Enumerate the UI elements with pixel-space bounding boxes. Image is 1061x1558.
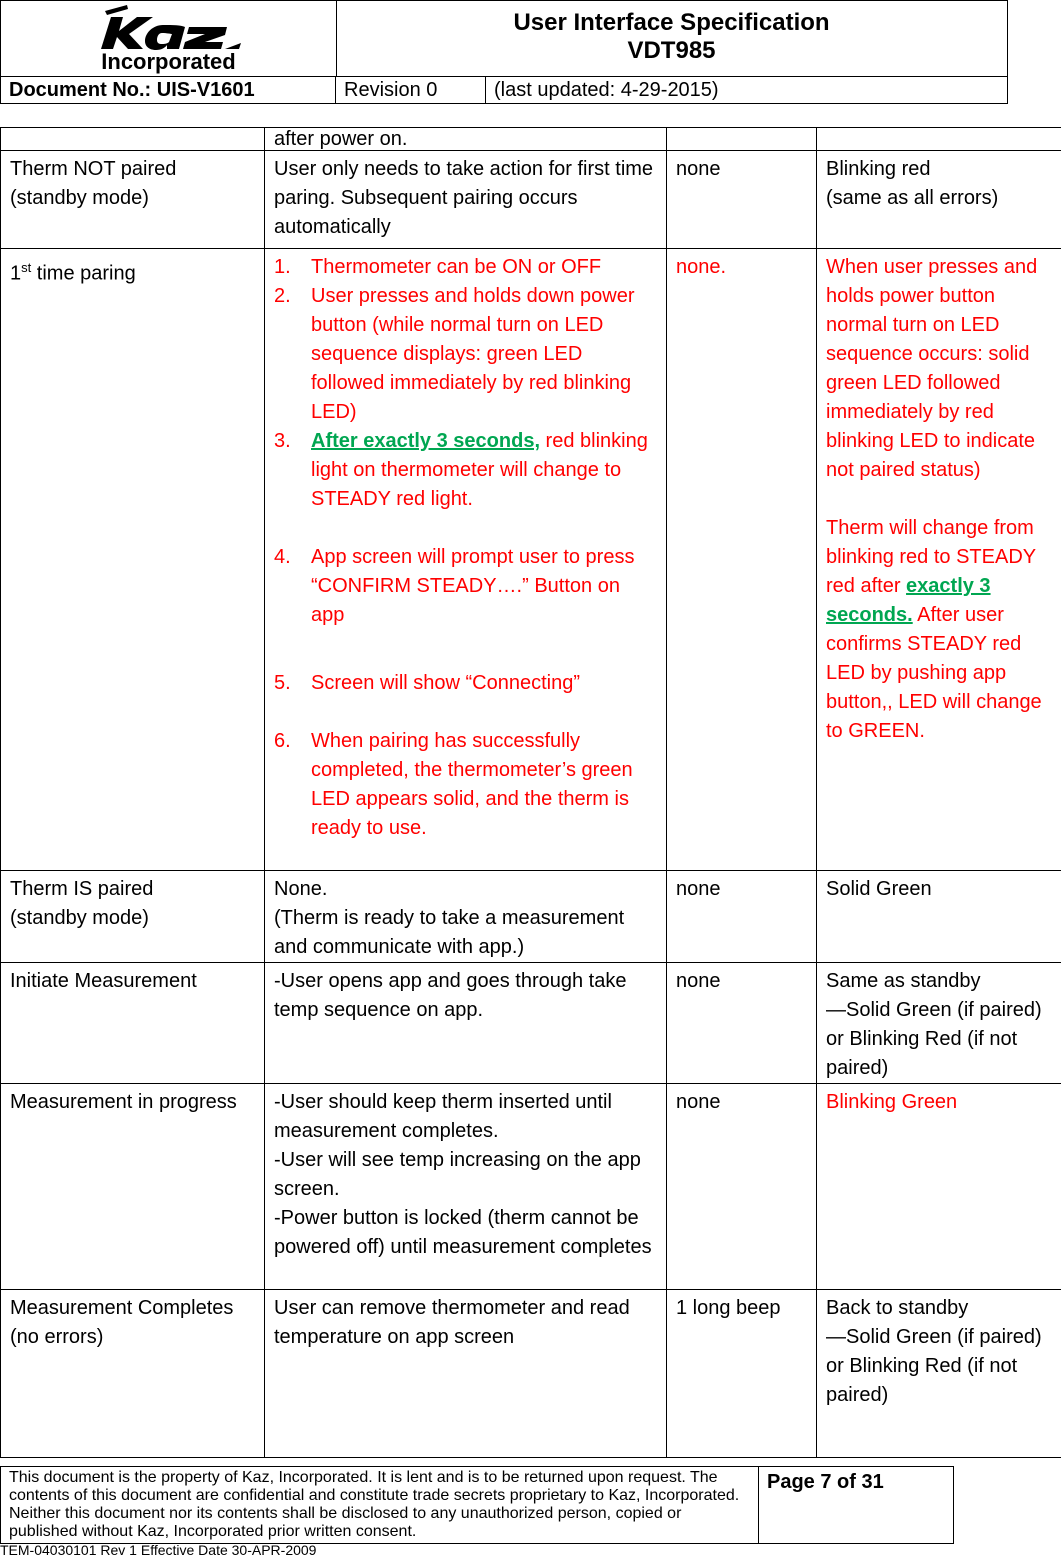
state-label-rest: time paring [31,262,136,285]
cell-state [1,151,265,249]
state-label: Therm NOT paired [10,158,177,180]
list-item [274,282,657,427]
led-note: —Solid Green (if paired) or Blinking Red (if not paired) [826,999,1042,1079]
page-number: Page 7 of 31 [758,1467,953,1543]
document-title [336,1,1007,84]
step-text: App screen will prompt user to press “CONFIRM STEADY….” Button on app [311,546,635,626]
cell-action: User only needs to take action for first time paring. Subsequent pairing occurs automatically [265,151,667,249]
led-state: Back to standby [826,1297,969,1319]
table-row [1,249,1061,871]
cell-action [265,1084,667,1290]
led-note: —Solid Green (if paired) or Blinking Red (if not paired) [826,1326,1042,1406]
step-text: Screen will show “Connecting” [311,672,581,694]
led-note: (same as all errors) [826,187,999,209]
list-item [274,427,657,514]
cell-sound: none [667,1084,817,1290]
step-text: red blinking light on thermometer will change to STEADY red light. [311,430,648,510]
document-footer [0,1466,954,1544]
cell-state: Measurement in progress [1,1084,265,1290]
cell-action: after power on. [265,128,667,151]
step-number: 5. [274,672,291,694]
action-text: None. [274,878,328,900]
revision: Revision 0 [336,77,486,104]
led-description-2 [826,514,1052,746]
spacer [274,514,657,543]
led-emphasis: exactly 3 seconds. [826,575,991,626]
pairing-steps [274,253,657,843]
step-emphasis: After exactly 3 seconds, [311,430,540,452]
state-label: Measurement Completes [10,1297,234,1319]
cell-action [265,871,667,963]
state-mode: (standby mode) [10,187,149,209]
cell-sound: none. [667,249,817,871]
step-text: When pairing has successfully completed, the thermometer’s green LED appears solid, and the therm is ready to use. [311,730,633,839]
spacer [274,630,657,669]
cell-state [1,249,265,871]
table-row [1,128,1061,151]
cell-led [817,249,1061,871]
step-number: 3. [274,430,291,452]
cell-state [1,871,265,963]
document-number: Document No.: UIS-V1601 [1,77,336,104]
ordinal-suffix: st [21,260,32,275]
cell-led [817,1290,1061,1458]
spacer [274,698,657,727]
cell-state: Initiate Measurement [1,963,265,1084]
action-text: -User should keep therm inserted until measurement completes. [274,1091,612,1142]
cell-led: Blinking Green [817,1084,1061,1290]
spec-table [0,127,1061,1458]
state-mode: (no errors) [10,1326,104,1348]
table-row [1,871,1061,963]
title-line-1: User Interface Specification [513,9,830,36]
header-meta-row [1,76,1007,105]
step-number: 4. [274,546,291,568]
cell-action [265,249,667,871]
cell-state [1,1290,265,1458]
list-item [274,669,657,698]
table-row [1,1290,1061,1458]
step-number: 1. [274,256,291,278]
state-label-prefix: 1 [10,262,22,285]
cell-led: Solid Green [817,871,1061,963]
cell-action: User can remove thermometer and read temperature on app screen [265,1290,667,1458]
cell-sound: none [667,963,817,1084]
table-row [1,151,1061,249]
document-header [0,0,1008,104]
last-updated: (last updated: 4-29-2015) [494,79,719,101]
table-row [1,963,1061,1084]
step-text: Thermometer can be ON or OFF [311,256,602,278]
table-row [1,1084,1061,1290]
led-state: Same as standby [826,970,981,992]
cell-led [817,151,1061,249]
list-item [274,543,657,630]
state-mode: (standby mode) [10,907,149,929]
led-text: After user confirms STEADY red LED by pushing app button,, LED will change to GREEN. [826,604,1042,742]
list-item [274,727,657,843]
step-text: User presses and holds down power button (while normal turn on LED sequence displays: green LED followed immediately by red blinking LED) [311,285,635,423]
cell-sound: 1 long beep [667,1290,817,1458]
cell-sound: none [667,871,817,963]
step-number: 6. [274,730,291,752]
cell-action: -User opens app and goes through take temp sequence on app. [265,963,667,1084]
list-item [274,253,657,282]
step-number: 2. [274,285,291,307]
action-note: (Therm is ready to take a measurement and communicate with app.) [274,907,625,958]
led-state: Blinking red [826,158,931,180]
action-text: -User will see temp increasing on the app screen. [274,1149,641,1200]
logo-cell [1,1,337,76]
state-label: Therm IS paired [10,878,154,900]
led-description: When user presses and holds power button normal turn on LED sequence occurs: solid green LED followed immediately by red blinking LED to indicate not paired status) [826,256,1038,481]
cell-led [817,963,1061,1084]
template-id: TEM-04030101 Rev 1 Effective Date 30-APR-2009 [0,1542,317,1558]
kaz-logo [97,3,242,51]
confidentiality-notice: This document is the property of Kaz, Incorporated. It is lent and is to be returned upon request. The contents of this document are confidential and constitute trade secrets proprietary to Kaz, Incorporated. Neither this document nor its contents shall be disclosed to any unauthorized person, copied or published without Kaz, Incorporated prior written consent. [9,1469,740,1540]
cell-sound: none [667,151,817,249]
company-subtitle: Incorporated [101,49,236,74]
led-text: Therm will change from blinking red to STEADY red after [826,517,1036,597]
action-text: -Power button is locked (therm cannot be powered off) until measurement completes [274,1207,652,1258]
title-line-2: VDT985 [627,37,716,64]
